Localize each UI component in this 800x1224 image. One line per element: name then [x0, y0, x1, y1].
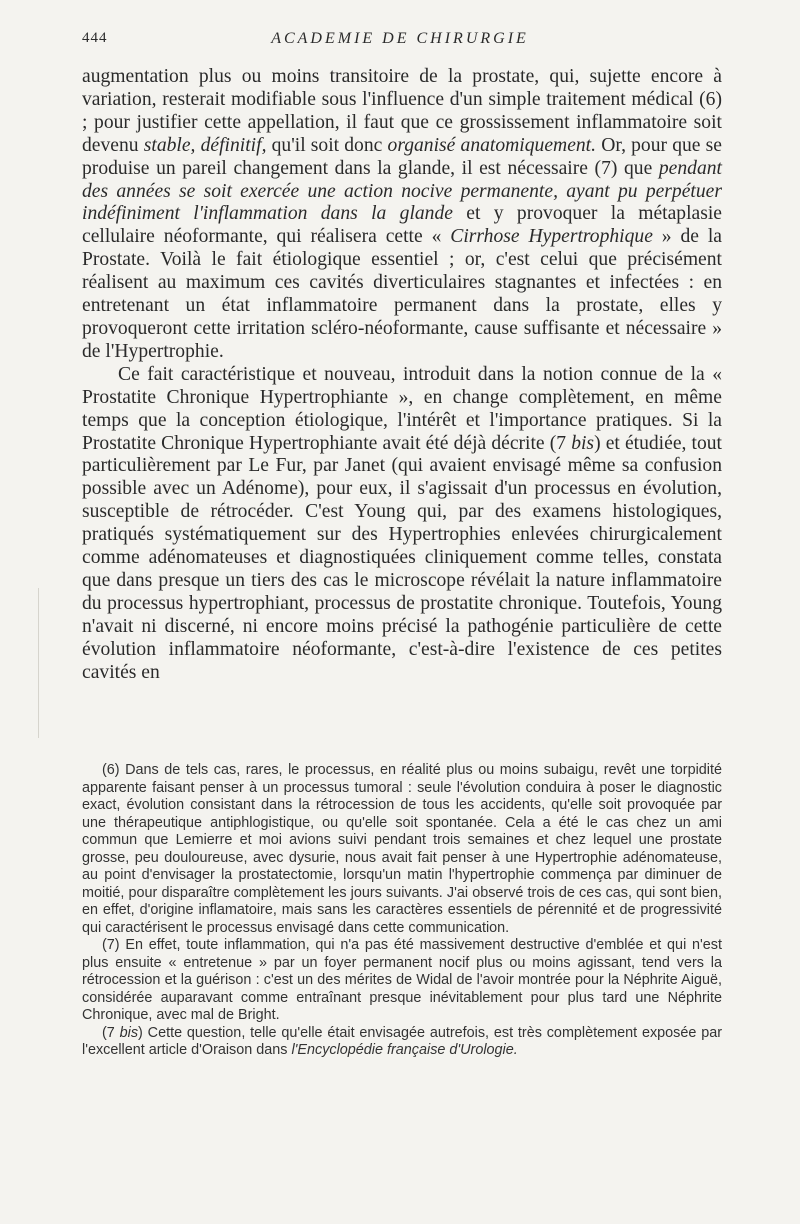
- text-run: (7: [102, 1024, 120, 1041]
- text-run: (7) En effet, toute inflammation, qui n'a pas été massivement destructive d'emblée et qui n'est plus ensuite « entretenue » par un foyer permanent nocif plus ou moins agissant, tend vers la rétrocession et la guérison : c'est un des mérites de Widal de l'avoir montrée pour la Néphrite Aiguë, considérée auparavant comme entraînant presque inévitablement pour plus tard une Néphrite Chronique, avec mal de Bright.: [82, 937, 722, 1023]
- footnote-7bis: [82, 1025, 722, 1060]
- footnote-7: [82, 937, 722, 1025]
- italic-run: Cirrhose Hypertrophique: [450, 226, 653, 248]
- text-run: (6) Dans de tels cas, rares, le processus, en réalité plus ou moins subaigu, revêt une torpidité apparente faisant penser à un processus tumoral : seule l'évolution conduira à poser le diagnostic exact, évolution consistant dans la rétrocession de tous les accidents, qu'elle soit provoquée par une thérapeutique antiphlogistique, ou qu'elle soit spontanée. Cela a été le cas chez un ami commun que Lemierre et moi avions suivi pendant trois semaines et chez lequel une prostate grosse, peu douloureuse, avec dysurie, nous avait fait penser à une Hypertrophie adénomateuse, au point d'envisager la prostatectomie, lorsqu'un matin l'hypertrophie commença par diminuer de moitié, pour disparaître complètement les jours suivants. J'ai observé trois de ces cas, qui sont bien, en effet, d'origine inflamatoire, mais sans les caractères essentiels de pérennité et de progressivité qui caractérisent le processus envisagé dans cette communication.: [82, 762, 722, 936]
- italic-run: bis: [119, 1024, 139, 1041]
- text-run: Or, pour que se produise un pareil changement dans la glande, il est nécessaire (7) que: [82, 134, 722, 179]
- text-run: ) et étudiée, tout particulièrement par Le Fur, par Janet (qui avaient envisagé même sa confusion possible avec un Adénome), pour eux, il s'agissait d'un processus en évolution, susceptible de rétrocéder. C'est Young qui, par des examens histologiques, pratiqués systématiquement sur des Hypertrophies enlevées chirurgicalement comme adénomateuses et diagnostiquées cliniquement comme telles, constata que dans presque un tiers des cas le microscope révélait la nature inflammatoire du processus hypertrophiant, processus de prostatite chronique. Toutefois, Young n'avait ni discerné, ni encore moins précisé la pathogénie particulière de cette évolution inflammatoire néoformante, c'est-à-dire l'existence de ces petites cavités en: [82, 432, 723, 683]
- page-number: 444: [82, 30, 108, 46]
- italic-run: l'Encyclopédie française d'Urologie.: [291, 1042, 518, 1058]
- footnotes: [82, 762, 722, 1060]
- italic-run: pendant des années se soit exercée une action nocive permanente, ayant pu perpétuer indéfiniment l'inflammation dans la glande: [82, 157, 722, 225]
- main-text: [82, 66, 722, 684]
- text-run: augmentation plus ou moins transitoire de la prostate, qui, sujette encore à variation, resterait modifiable sous l'influence d'un simple traitement médical (6) ; pour justifier cette appellation, il faut que ce grossissement inflammatoire soit devenu: [82, 66, 722, 156]
- running-head: ACADEMIE DE CHIRURGIE: [271, 30, 529, 47]
- italic-run: organisé anatomiquement.: [387, 134, 597, 156]
- text-run: et y provoquer la métaplasie cellulaire néoformante, qui réalisera cette «: [82, 203, 722, 248]
- italic-run: bis: [571, 432, 595, 454]
- margin-pencil-mark: [38, 588, 53, 738]
- footnote-6: [82, 762, 722, 937]
- paragraph: [82, 66, 722, 364]
- text-run: » de la Prostate. Voilà le fait étiologique essentiel ; or, c'est celui que précisément réalisent au maximum ces cavités diverticulaires stagnantes et infectées : en entretenant un état inflammatoire permanent dans la prostate, elles y provoqueront cette irritation scléro-néoformante, cause suffisante et nécessaire » de l'Hypertrophie.: [82, 226, 722, 362]
- page-header: [82, 30, 718, 56]
- text-run: ) Cette question, telle qu'elle était envisagée autrefois, est très complètement exposée par l'excellent article d'Oraison dans: [82, 1024, 723, 1058]
- paragraph: [82, 364, 722, 685]
- text-run: Ce fait caractéristique et nouveau, introduit dans la notion connue de la « Prostatite Chronique Hypertrophiante », en change complètement, en même temps que la conception étiologique, l'intérêt et l'importance pratiques. Si la Prostatite Chronique Hypertrophiante avait été déjà décrite (7: [82, 363, 722, 454]
- italic-run: stable, définitif,: [143, 134, 267, 156]
- text-run: qu'il soit donc: [266, 134, 388, 156]
